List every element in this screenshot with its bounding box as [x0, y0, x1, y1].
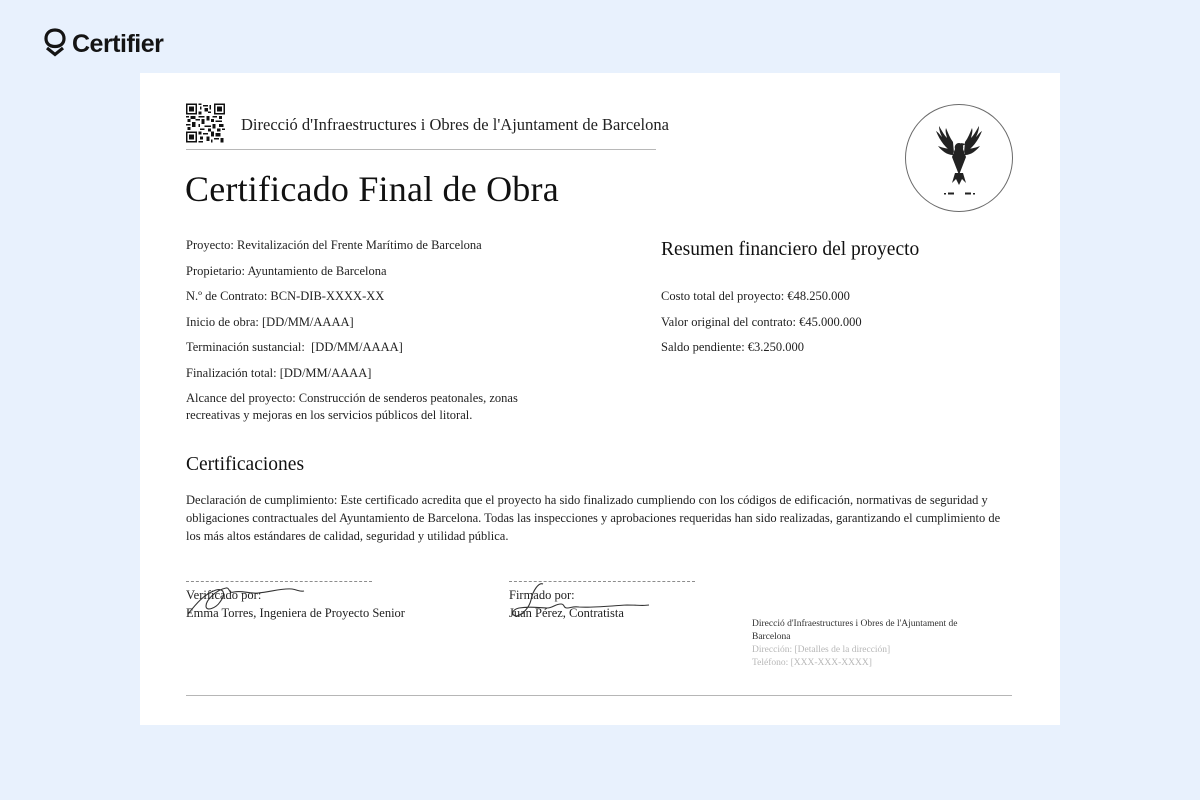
- signature-line: [509, 581, 695, 582]
- project-details: [186, 237, 536, 433]
- detail-owner: Propietario: Ayuntamiento de Barcelona: [186, 263, 387, 278]
- signature-verified-name: Emma Torres, Ingeniera de Proyecto Senior: [186, 606, 405, 620]
- contact-phone: Teléfono: [XXX-XXX-XXXX]: [752, 658, 872, 668]
- detail-final-completion: Finalización total: [DD/MM/AAAA]: [186, 365, 372, 380]
- certificate-title: Certificado Final de Obra: [185, 169, 559, 209]
- certifications-title: Certificaciones: [186, 454, 305, 475]
- certificate: [140, 73, 1060, 725]
- signature-verified-role: Verificado por:: [186, 588, 262, 602]
- compliance-statement: Declaración de cumplimiento: Este certificado acredita que el proyecto ha sido finalizado cumpliendo con los códigos de edificación, normativas de seguridad y obligaciones contractuales del Ayuntamiento de Barcelona. Todas las inspecciones y aprobaciones requeridas han sido realizadas, garantizando el cumplimiento de los más altos estándares de calidad, seguridad y utilidad pública.: [186, 493, 1001, 543]
- signature-signed-name: Juan Pérez, Contratista: [509, 606, 624, 620]
- contact-address: Dirección: [Detalles de la dirección]: [752, 645, 891, 655]
- signature-line: [186, 581, 372, 582]
- detail-scope: Alcance del proyecto: Construcción de senderos peatonales, zonas recreativas y mejoras en los servicios públicos del litoral.: [186, 391, 518, 422]
- header-divider: [186, 149, 656, 150]
- signature-verified-block: [186, 581, 405, 622]
- detail-project: Proyecto: Revitalización del Frente Marítimo de Barcelona: [186, 238, 482, 252]
- footer-divider: [186, 695, 1012, 696]
- organization-header: Direcció d'Infraestructures i Obres de l'Ajuntament de Barcelona: [241, 115, 669, 134]
- certifier-logo-icon: [44, 28, 66, 60]
- financial-total-cost: Costo total del proyecto: €48.250.000: [661, 289, 850, 303]
- qr-code-icon: [186, 103, 225, 143]
- brand-logo: [44, 28, 163, 60]
- detail-substantial-completion: Terminación sustancial: [DD/MM/AAAA]: [186, 340, 403, 354]
- detail-contract-number: N.º de Contrato: BCN-DIB-XXXX-XX: [186, 289, 385, 303]
- financial-balance-due: Saldo pendiente: €3.250.000: [661, 340, 805, 354]
- signature-signed-role: Firmado por:: [509, 588, 575, 602]
- eagle-seal-icon: [914, 113, 1004, 203]
- signature-signed-block: [509, 581, 695, 622]
- contact-organization: Direcció d'Infraestructures i Obres de l'Ajuntament de Barcelona: [752, 619, 958, 642]
- detail-start-date: Inicio de obra: [DD/MM/AAAA]: [186, 314, 354, 329]
- financial-original-contract: Valor original del contrato: €45.000.000: [661, 314, 862, 329]
- financial-summary: [661, 288, 862, 365]
- financial-summary-title: Resumen financiero del proyecto: [661, 239, 920, 260]
- contact-block: [752, 618, 992, 670]
- brand-name: Certifier: [72, 29, 164, 58]
- seal: [905, 104, 1013, 212]
